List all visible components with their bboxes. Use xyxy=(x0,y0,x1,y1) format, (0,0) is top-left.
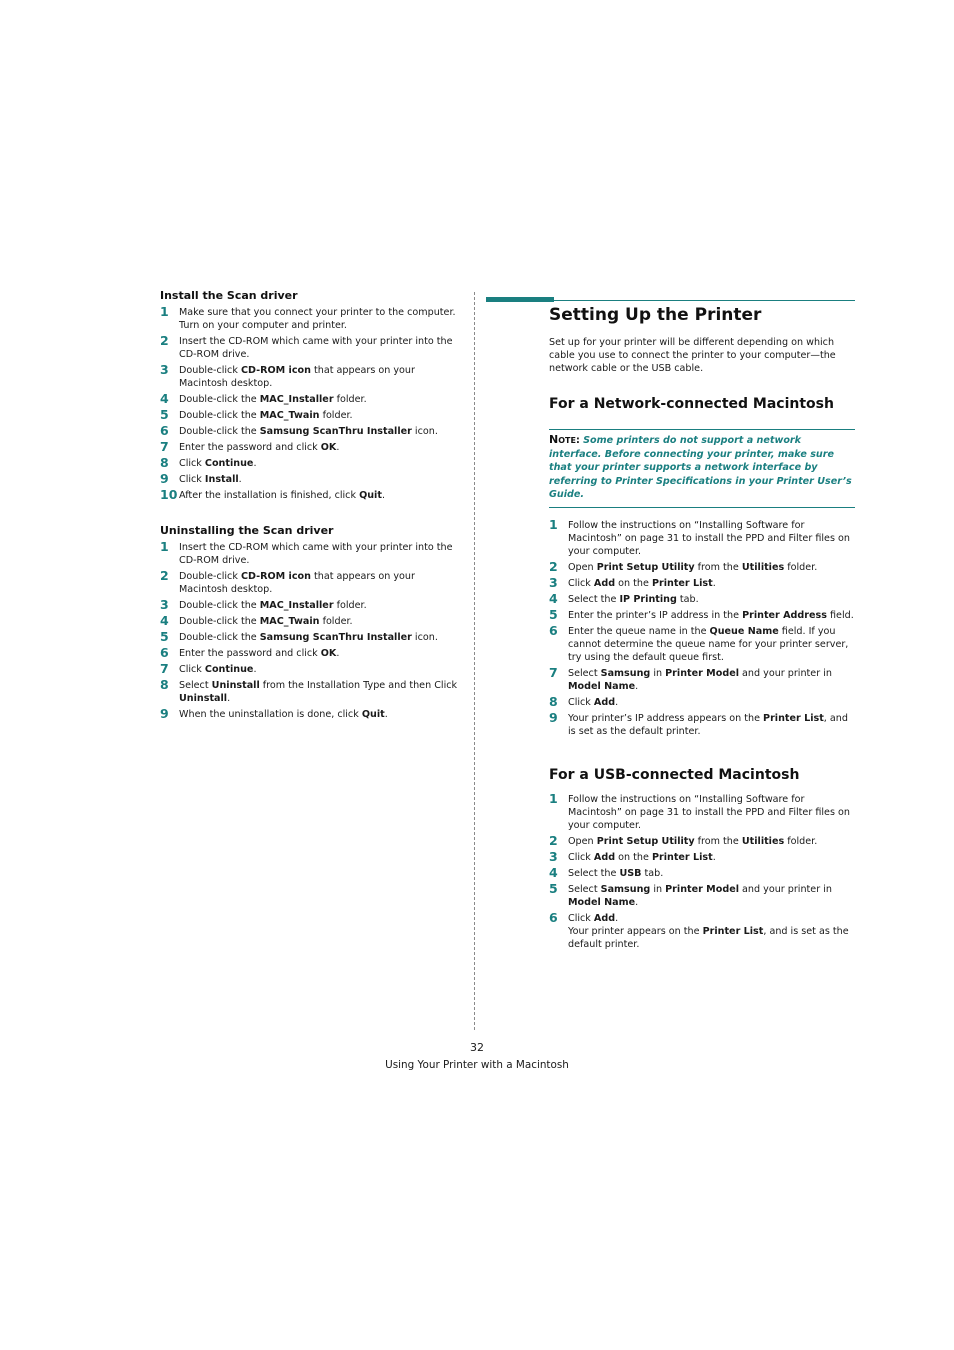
step-item xyxy=(160,457,466,470)
step-text: Double-click CD-ROM icon that appears on your Macintosh desktop. xyxy=(179,571,415,595)
step-item xyxy=(160,473,466,486)
step-number: 7 xyxy=(549,665,558,680)
uninstall-steps-list xyxy=(160,541,466,721)
step-text: Select Samsung in Printer Model and your printer in Model Name. xyxy=(568,884,832,908)
usb-final-note: Your printer appears on the Printer List, and is set as the default printer. xyxy=(568,926,849,950)
step-item xyxy=(160,425,466,438)
step-number: 3 xyxy=(549,575,558,590)
page-title: Setting Up the Printer xyxy=(549,305,762,325)
step-number: 2 xyxy=(160,333,169,348)
page-number: 32 xyxy=(470,1041,484,1054)
step-item xyxy=(160,708,466,721)
step-item xyxy=(160,647,466,660)
step-text: Click Continue. xyxy=(179,458,257,469)
step-item xyxy=(549,912,855,925)
step-number: 3 xyxy=(549,849,558,864)
step-number: 7 xyxy=(160,661,169,676)
usb-steps-list xyxy=(549,793,855,925)
install-scan-driver-title: Install the Scan driver xyxy=(160,289,298,302)
step-number: 9 xyxy=(160,471,169,486)
step-number: 4 xyxy=(549,865,558,880)
step-text: After the installation is finished, click Quit. xyxy=(179,490,385,501)
step-number: 1 xyxy=(160,539,169,554)
step-item xyxy=(160,335,466,361)
step-item xyxy=(160,570,466,596)
step-number: 9 xyxy=(160,706,169,721)
section-accent-line xyxy=(554,300,855,301)
step-text: Click Add. xyxy=(568,697,619,708)
step-number: 4 xyxy=(160,613,169,628)
step-text: Enter the password and click OK. xyxy=(179,648,340,659)
step-text: Double-click the Samsung ScanThru Installer icon. xyxy=(179,426,438,437)
intro-paragraph: Set up for your printer will be different depending on which cable you use to connect the printer to your computer—the network cable or the USB cable. xyxy=(549,337,836,374)
left-column xyxy=(160,289,466,724)
step-text: Click Continue. xyxy=(179,664,257,675)
network-steps-list xyxy=(549,519,855,738)
step-item xyxy=(549,835,855,848)
step-item xyxy=(160,489,466,502)
network-note: Note: Some printers do not support a network interface. Before connecting your printer, make sure that your printer supports a network interface by referring to Printer Specifications in your Printer User’s Guide. xyxy=(549,429,855,508)
step-text: Select the IP Printing tab. xyxy=(568,594,699,605)
step-item xyxy=(160,364,466,390)
step-text: Select the USB tab. xyxy=(568,868,664,879)
step-number: 4 xyxy=(160,391,169,406)
step-number: 3 xyxy=(160,362,169,377)
step-number: 8 xyxy=(549,694,558,709)
step-number: 6 xyxy=(549,910,558,925)
step-number: 9 xyxy=(549,710,558,725)
step-text: Follow the instructions on “Installing Software for Macintosh” on page 31 to install the PPD and Filter files on your computer. xyxy=(568,520,850,557)
uninstall-scan-driver-title: Uninstalling the Scan driver xyxy=(160,524,334,537)
usb-steps-container xyxy=(549,793,855,928)
step-item xyxy=(549,883,855,909)
step-number: 1 xyxy=(549,791,558,806)
step-text: Select Uninstall from the Installation Type and then Click Uninstall. xyxy=(179,680,458,704)
step-text: Double-click CD-ROM icon that appears on your Macintosh desktop. xyxy=(179,365,415,389)
step-item xyxy=(160,441,466,454)
column-divider xyxy=(474,292,475,1030)
step-text: Open Print Setup Utility from the Utilities folder. xyxy=(568,562,818,573)
step-item xyxy=(549,793,855,832)
step-text: Click Install. xyxy=(179,474,242,485)
step-text: Follow the instructions on “Installing Software for Macintosh” on page 31 to install the PPD and Filter files on your computer. xyxy=(568,794,850,831)
step-text: Enter the password and click OK. xyxy=(179,442,340,453)
step-text: Select Samsung in Printer Model and your printer in Model Name. xyxy=(568,668,832,692)
network-section-title: For a Network-connected Macintosh xyxy=(549,396,834,412)
step-number: 6 xyxy=(160,645,169,660)
step-item xyxy=(549,577,855,590)
step-text: Click Add. xyxy=(568,913,619,924)
step-number: 6 xyxy=(549,623,558,638)
step-text: Double-click the MAC_Installer folder. xyxy=(179,600,367,611)
step-item xyxy=(160,631,466,644)
step-text: Double-click the MAC_Twain folder. xyxy=(179,410,353,421)
step-item xyxy=(549,593,855,606)
step-text: Insert the CD-ROM which came with your printer into the CD-ROM drive. xyxy=(179,542,453,566)
step-item xyxy=(549,561,855,574)
step-text: Make sure that you connect your printer to the computer. Turn on your computer and printer. xyxy=(179,307,456,331)
step-text: Click Add on the Printer List. xyxy=(568,578,716,589)
step-number: 5 xyxy=(549,881,558,896)
step-text: Double-click the MAC_Installer folder. xyxy=(179,394,367,405)
step-text: Enter the queue name in the Queue Name field. If you cannot determine the queue name for your printer server, try using the default queue first. xyxy=(568,626,849,663)
step-number: 5 xyxy=(160,407,169,422)
step-item xyxy=(549,696,855,709)
step-number: 2 xyxy=(160,568,169,583)
step-item xyxy=(160,409,466,422)
note-label: Note xyxy=(549,433,576,446)
step-item xyxy=(549,851,855,864)
step-text: Double-click the MAC_Twain folder. xyxy=(179,616,353,627)
step-number: 2 xyxy=(549,559,558,574)
step-text: Double-click the Samsung ScanThru Installer icon. xyxy=(179,632,438,643)
note-text: Some printers do not support a network interface. Before connecting your printer, make sure that your printer supports a network interface by referring to Printer Specifications in your Printer User’s Guide. xyxy=(549,435,852,501)
step-number: 8 xyxy=(160,455,169,470)
step-item xyxy=(549,519,855,558)
usb-section-title: For a USB-connected Macintosh xyxy=(549,767,800,783)
step-item xyxy=(160,663,466,676)
step-text: When the uninstallation is done, click Quit. xyxy=(179,709,388,720)
step-number: 5 xyxy=(160,629,169,644)
step-item xyxy=(549,609,855,622)
step-item xyxy=(549,625,855,664)
step-item xyxy=(160,541,466,567)
network-steps-container xyxy=(549,519,855,741)
step-number: 6 xyxy=(160,423,169,438)
step-number: 1 xyxy=(549,517,558,532)
step-number: 5 xyxy=(549,607,558,622)
step-text: Open Print Setup Utility from the Utilities folder. xyxy=(568,836,818,847)
step-text: Insert the CD-ROM which came with your printer into the CD-ROM drive. xyxy=(179,336,453,360)
step-item xyxy=(549,667,855,693)
step-number: 1 xyxy=(160,304,169,319)
step-number: 10 xyxy=(160,487,178,502)
step-item xyxy=(160,599,466,612)
step-item xyxy=(549,712,855,738)
step-number: 7 xyxy=(160,439,169,454)
step-item xyxy=(160,393,466,406)
step-item xyxy=(549,867,855,880)
step-number: 2 xyxy=(549,833,558,848)
step-item xyxy=(160,679,466,705)
step-text: Enter the printer’s IP address in the Printer Address field. xyxy=(568,610,854,621)
footer-caption: Using Your Printer with a Macintosh xyxy=(385,1059,569,1071)
step-item xyxy=(160,615,466,628)
step-text: Click Add on the Printer List. xyxy=(568,852,716,863)
step-item xyxy=(160,306,466,332)
section-accent-bar xyxy=(486,297,554,302)
step-text: Your printer’s IP address appears on the Printer List, and is set as the default printer. xyxy=(568,713,848,737)
step-number: 4 xyxy=(549,591,558,606)
step-number: 3 xyxy=(160,597,169,612)
install-steps-list xyxy=(160,306,466,502)
step-number: 8 xyxy=(160,677,169,692)
